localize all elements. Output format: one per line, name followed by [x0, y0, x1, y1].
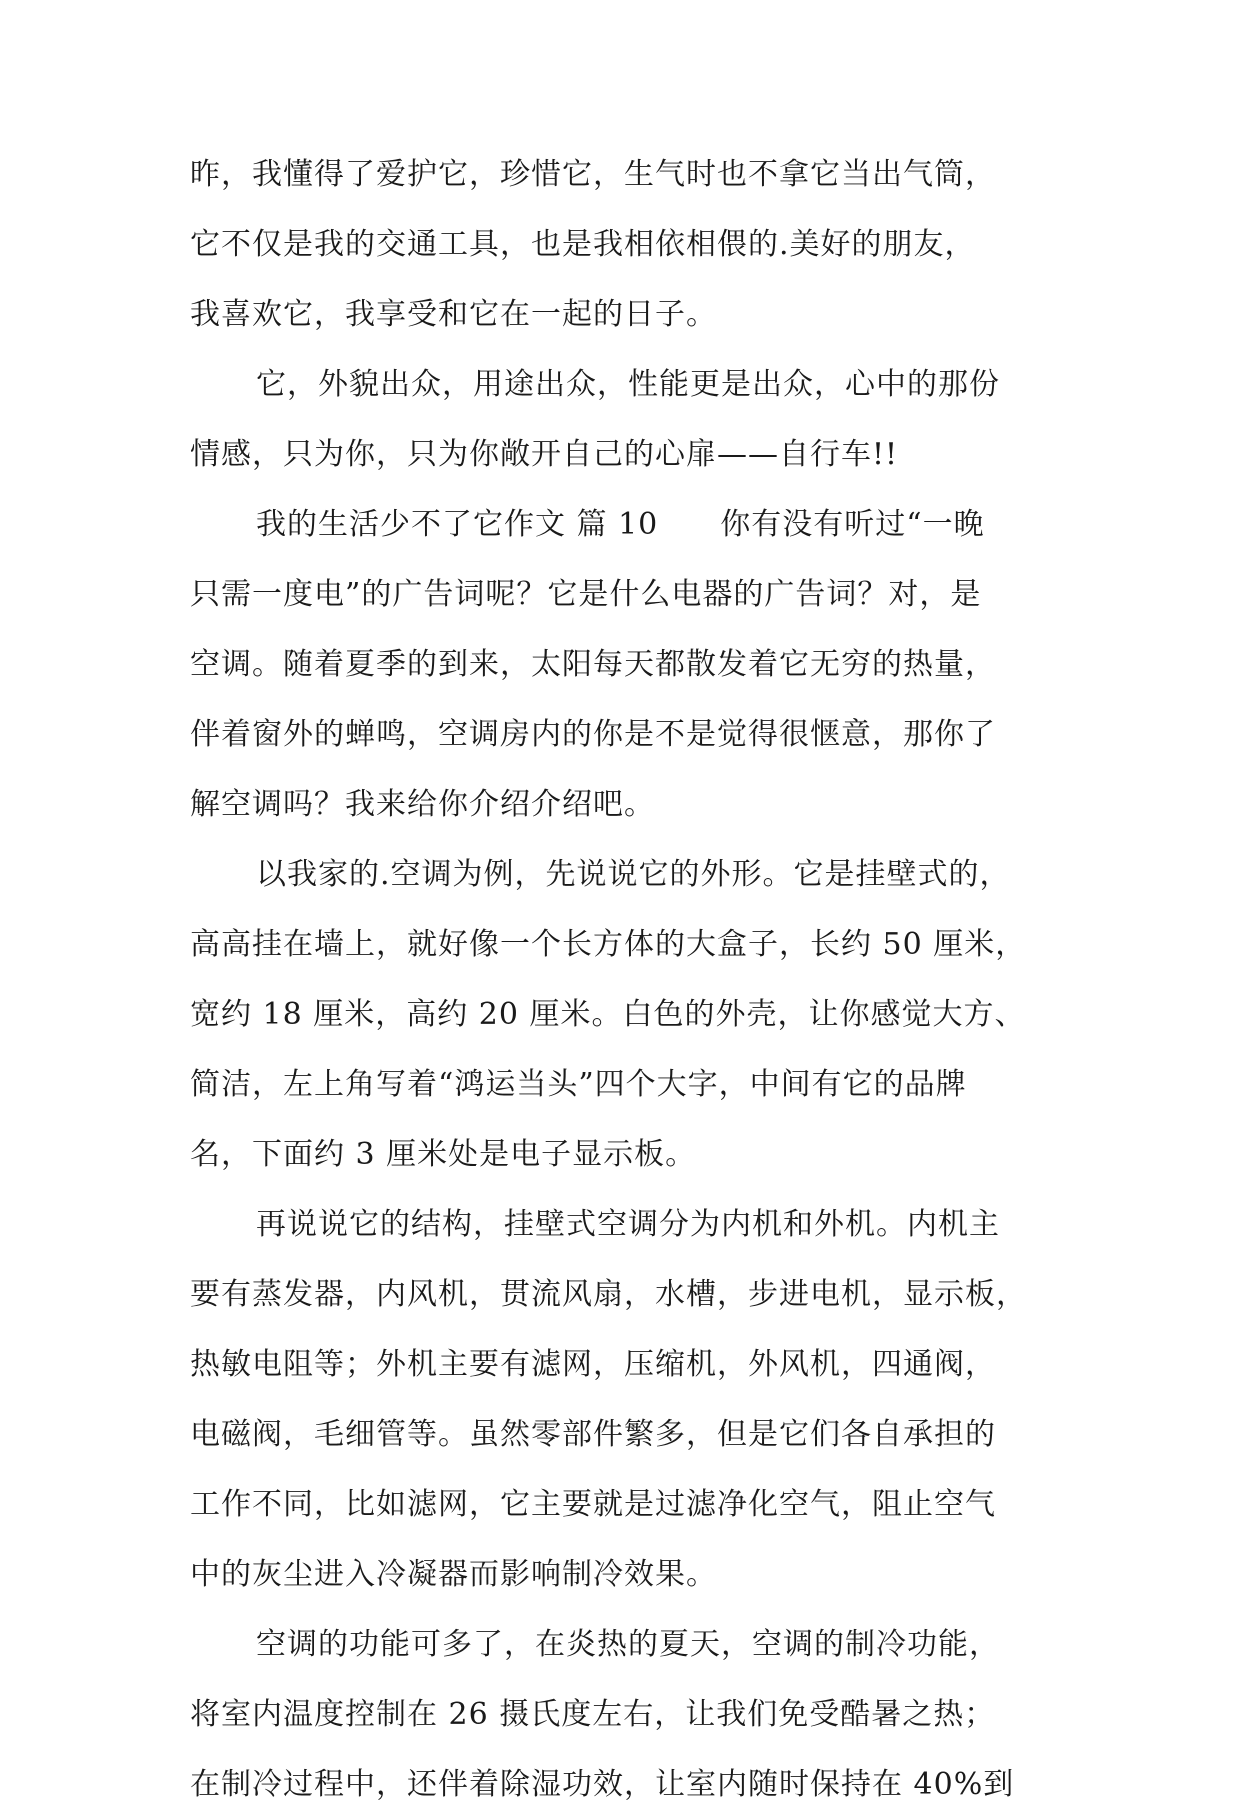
paragraph-start-line: 它，外貌出众，用途出众，性能更是出众，心中的那份 — [256, 367, 1000, 402]
text-line: 高高挂在墙上，就好像一个长方体的大盒子，长约 50 厘米， — [190, 927, 1027, 962]
text-line: 中的灰尘进入冷凝器而影响制冷效果。 — [190, 1557, 717, 1592]
text-line: 伴着窗外的蝉鸣，空调房内的你是不是觉得很惬意，那你了 — [190, 717, 996, 752]
document-body — [190, 140, 1060, 1820]
text-line: 要有蒸发器，内风机，贯流风扇，水槽，步进电机，显示板， — [190, 1277, 1027, 1312]
text-line: 只需一度电”的广告词呢？它是什么电器的广告词？对，是 — [190, 577, 982, 612]
paragraph-start-line: 以我家的.空调为例，先说说它的外形。它是挂壁式的， — [256, 857, 1011, 892]
text-line: 解空调吗？我来给你介绍介绍吧。 — [190, 787, 655, 822]
text-line: 将室内温度控制在 26 摄氏度左右，让我们免受酷暑之热； — [190, 1697, 996, 1732]
paragraph-start-line: 再说说它的结构，挂壁式空调分为内机和外机。内机主 — [256, 1207, 1000, 1242]
text-line: 昨，我懂得了爱护它，珍惜它，生气时也不拿它当出气筒， — [190, 157, 996, 192]
text-line: 简洁，左上角写着“鸿运当头”四个大字，中间有它的品牌 — [190, 1067, 967, 1102]
text-line: 热敏电阻等；外机主要有滤网，压缩机，外风机，四通阀， — [190, 1347, 996, 1382]
text-line: 它不仅是我的交通工具，也是我相依相偎的.美好的朋友， — [190, 227, 976, 262]
text-line: 名，下面约 3 厘米处是电子显示板。 — [190, 1137, 697, 1172]
text-line: 情感，只为你，只为你敞开自己的心扉——自行车!! — [190, 437, 899, 472]
text-line: 工作不同，比如滤网，它主要就是过滤净化空气，阻止空气 — [190, 1487, 996, 1522]
text-line: 在制冷过程中，还伴着除湿功效，让室内随时保持在 40%到 — [190, 1767, 1015, 1802]
text-line: 电磁阀，毛细管等。虽然零部件繁多，但是它们各自承担的 — [190, 1417, 996, 1452]
section-heading-line: 我的生活少不了它作文 篇 10 你有没有听过“一晚 — [256, 507, 985, 542]
text-line: 我喜欢它，我享受和它在一起的日子。 — [190, 297, 717, 332]
paragraph-start-line: 空调的功能可多了，在炎热的夏天，空调的制冷功能， — [256, 1627, 1000, 1662]
text-line: 空调。随着夏季的到来，太阳每天都散发着它无穷的热量， — [190, 647, 996, 682]
text-line: 宽约 18 厘米，高约 20 厘米。白色的外壳，让你感觉大方、 — [190, 997, 1026, 1032]
